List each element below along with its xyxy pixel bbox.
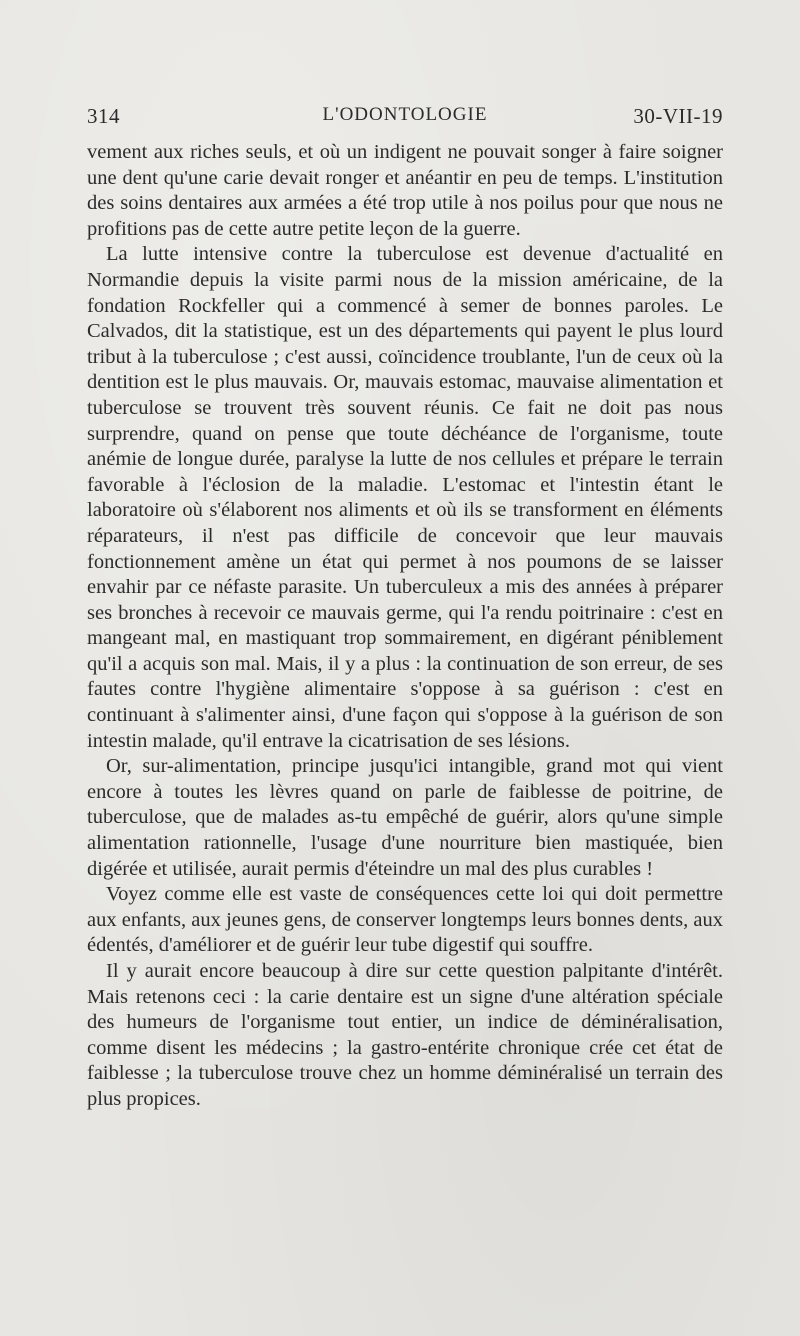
- paragraph-tuberculosis: La lutte intensive contre la tuberculose est devenue d'actualité en Normandie depuis la visite parmi nous de la mission américaine, de la fondation Rockfeller qui a commencé à semer de bonnes paroles. Le Calvados, dit la statistique, est un des départements qui payent le plus lourd tribut à la tuberculose ; c'est aussi, coïncidence troublante, l'un de ceux où la dentition est le plus mauvais. Or, mauvais estomac, mauvaise alimentation et tuberculose se trouvent très souvent réunis. Ce fait ne doit pas nous surprendre, quand on pense que toute déchéance de l'organisme, toute anémie de longue durée, paralyse la lutte de nos cellules et prépare le terrain favorable à l'éclosion de la maladie. L'estomac et l'intestin étant le laboratoire où s'élaborent nos aliments et où ils se transforment en éléments réparateurs, il n'est pas difficile de concevoir que leur mauvais fonctionnement amène un état qui permet à nos poumons de se laisser envahir par ce néfaste parasite. Un tuberculeux a mis des années à préparer ses bronches à recevoir ce mauvais germe, qui l'a rendu poitrinaire : c'est en mangeant mal, en mastiquant trop sommairement, en digérant péniblement qu'il a acquis son mal. Mais, il y a plus : la continuation de son erreur, de ses fautes contre l'hygiène alimentaire s'oppose à sa guérison : c'est en continuant à s'alimenter ainsi, d'une façon qui s'oppose à la guérison de son intestin malade, qu'il entrave la cicatrisation de ses lésions.: [87, 243, 723, 752]
- article-body: [87, 140, 723, 1113]
- paragraph-conclusion: Il y aurait encore beaucoup à dire sur cette question palpitante d'intérêt. Mais retenons ceci : la carie dentaire est un signe d'une altération spéciale des humeurs de l'organisme tout entier, un indice de déminéralisation, comme disent les médecins ; la gastro-entérite chronique crée cet état de faiblesse ; la tuberculose trouve chez un homme déminéralisé un terrain des plus propices.: [87, 960, 723, 1110]
- paragraph-continuation: vement aux riches seuls, et où un indigent ne pouvait songer à faire soigner une dent qu'une carie devait ronger et anéantir en peu de temps. L'institution des soins dentaires aux armées a été trop utile à nos poilus pour que nous ne profitions pas de cette autre petite leçon de la guerre.: [87, 141, 723, 240]
- running-head: [87, 104, 723, 134]
- paragraph-consequences: Voyez comme elle est vaste de conséquences cette loi qui doit permettre aux enfants, aux jeunes gens, de conserver longtemps leurs bonnes dents, aux édentés, d'améliorer et de guérir leur tube digestif qui souffre.: [87, 883, 723, 957]
- issue-date: 30-VII-19: [633, 104, 723, 128]
- journal-title: L'ODONTOLOGIE: [322, 104, 488, 125]
- page-number: 314: [87, 104, 120, 128]
- paragraph-sur-alimentation: Or, sur-alimentation, principe jusqu'ici intangible, grand mot qui vient encore à toutes les lèvres quand on parle de faiblesse de poitrine, de tuberculose, que de malades as-tu empêché de guérir, alors qu'une simple alimentation rationnelle, l'usage d'une nourriture bien mastiquée, bien digérée et utilisée, aurait permis d'éteindre un mal des plus curables !: [87, 755, 723, 880]
